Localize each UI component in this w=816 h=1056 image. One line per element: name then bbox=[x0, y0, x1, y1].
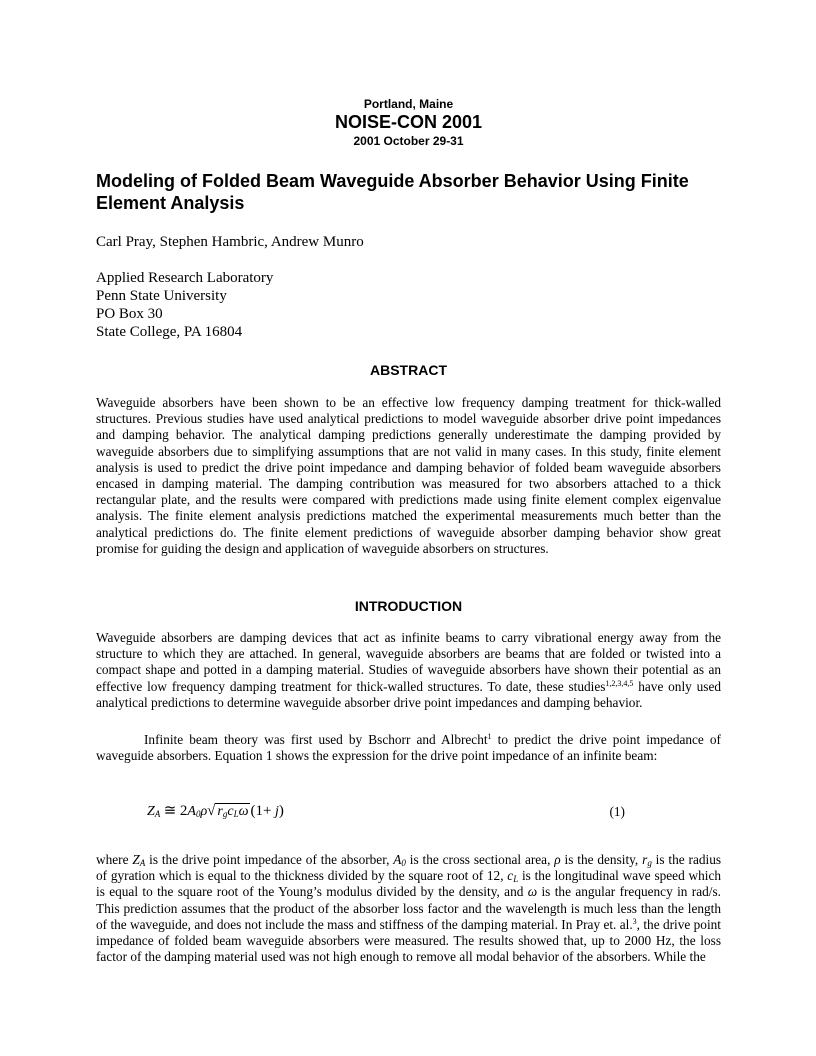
citation: 1,2,3,4,5 bbox=[605, 678, 634, 688]
affiliation-line: PO Box 30 bbox=[96, 306, 163, 322]
introduction-heading: INTRODUCTION bbox=[354, 598, 463, 614]
conference-date: 2001 October 29-31 bbox=[353, 134, 464, 148]
abstract-heading: ABSTRACT bbox=[370, 362, 447, 378]
equation-1 bbox=[96, 801, 721, 825]
conference-location: Portland, Maine bbox=[363, 97, 454, 111]
conference-name: NOISE-CON 2001 bbox=[334, 112, 483, 132]
affiliation-block bbox=[96, 269, 273, 341]
affiliation-line: Penn State University bbox=[96, 288, 227, 304]
affiliation-line: State College, PA 16804 bbox=[96, 324, 243, 340]
equation-expression: $Z_A$ ≅ $2A_0\rho√$ $r_gc_L\omega$ (1+ j) bbox=[147, 803, 284, 819]
intro-paragraph-2: Infinite beam theory was first used by Bschorr and Albrecht$^1$ to predict the drive point impedance of waveguide absorbers. Equation 1 shows the expression for the drive point impedance of an infinite beam: bbox=[96, 732, 721, 764]
affiliation-line: Applied Research Laboratory bbox=[96, 270, 274, 286]
citation: 1 bbox=[487, 732, 492, 741]
paper-title: Modeling of Folded Beam Waveguide Absorber Behavior Using Finite Element Analysis bbox=[96, 171, 689, 213]
intro-paragraph-3: where $Z_A$ is the drive point impedance of the absorber, $A_0$ is the cross sectional area, ρ is the density, $r_g$ is the radius of gyration which is equal to the thickness divided by the square root of 12, $c_L$ is the longitudinal wave speed which is equal to the square root of the Young’s modulus divided by the density, and ω is the angular frequency in rad/s. This prediction assumes that the product of the absorber loss factor and the wavelength is much less than the length of the waveguide, and does not include the mass and stiffness of the damping material. In Pray et. al.$^3$, the drive point impedance of folded beam waveguide absorbers were measured. The results showed that, up to 2000 Hz, the loss factor of the damping material used was not high enough to remove all modal behavior of the absorbers. While the bbox=[96, 852, 722, 965]
equation-number: (1) bbox=[609, 804, 625, 819]
abstract-text: Waveguide absorbers have been shown to be an effective low frequency damping treatment for thick-walled structures. Previous studies have used analytical predictions to model waveguide absorber drive point impedances and damping behavior. The analytical damping predictions generally underestimate the damping provided by waveguide absorbers due to simplifying assumptions that are not valid in many cases. In this study, finite element analysis is used to predict the drive point impedance and damping behavior of folded beam waveguide absorbers encased in damping material. The damping contribution was measured for two absorbers attached to a thick rectangular plate, and the results were compared with predictions made using finite element complex eigenvalue analysis. The finite element analysis predictions matched the experimental measurements much better than the analytical predictions do. The finite element predictions of waveguide absorber damping behavior show great promise for guiding the design and application of waveguide absorbers on structures. bbox=[96, 395, 721, 556]
citation: 3 bbox=[632, 916, 637, 926]
intro-paragraph-1: Waveguide absorbers are damping devices that act as infinite beams to carry vibrational energy away from the structure to which they are attached. In general, waveguide absorbers are beams that are folded or twisted into a compact shape and potted in a damping material. Studies of waveguide absorbers have shown their potential as an effective low frequency damping treatment for thick-walled structures. To date, these studies$^{1,2,3,4,5}$ have only used analytical predictions to determine waveguide absorber drive point impedances and damping behavior. bbox=[96, 630, 721, 710]
author-list: Carl Pray, Stephen Hambric, Andrew Munro bbox=[96, 234, 364, 250]
